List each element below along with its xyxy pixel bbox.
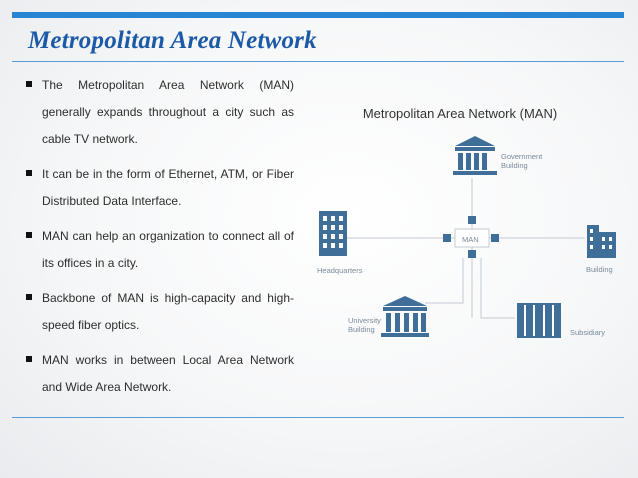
top-accent-bar — [12, 12, 624, 18]
bullet-text: Backbone of MAN is high-capacity and high-speed fiber optics. — [42, 291, 294, 332]
bullet-text: It can be in the form of Ethernet, ATM, or Fiber Distributed Data Interface. — [42, 167, 294, 208]
government-label — [501, 152, 542, 170]
man-diagram — [305, 98, 625, 358]
bullet-text: The Metropolitan Area Network (MAN) generally expands throughout a city such as cable TV network. — [42, 78, 294, 146]
bullet-item — [24, 285, 294, 339]
slide-title: Metropolitan Area Network — [28, 27, 317, 54]
man-center-label: MAN — [462, 235, 479, 244]
government-label-line1: Government — [501, 152, 543, 161]
bottom-divider — [12, 417, 624, 418]
node-square-left — [443, 234, 451, 242]
government-building-icon — [453, 136, 497, 175]
headquarters-icon — [319, 211, 347, 256]
subsidiary-icon — [517, 303, 561, 338]
connection-lines — [330, 178, 585, 318]
bullet-text: MAN can help an organization to connect all of its offices in a city. — [42, 229, 294, 270]
node-square-right — [491, 234, 499, 242]
node-square-bottom — [468, 250, 476, 258]
bullet-item — [24, 223, 294, 277]
bullet-list — [24, 72, 294, 409]
headquarters-label: Headquarters — [317, 266, 363, 275]
university-label — [348, 316, 381, 334]
title-divider — [12, 61, 624, 62]
subsidiary-label: Subsidiary — [570, 328, 606, 337]
bullet-item — [24, 347, 294, 401]
bullet-text: MAN works in between Local Area Network and Wide Area Network. — [42, 353, 294, 394]
bullet-item — [24, 161, 294, 215]
government-label-line2: Building — [501, 161, 528, 170]
bullet-square-icon — [26, 170, 32, 176]
bullet-square-icon — [26, 81, 32, 87]
bullet-square-icon — [26, 294, 32, 300]
bullet-square-icon — [26, 356, 32, 362]
university-label-line1: University — [348, 316, 381, 325]
bullet-item — [24, 72, 294, 153]
node-square-top — [468, 216, 476, 224]
university-building-icon — [381, 296, 429, 337]
bullet-square-icon — [26, 232, 32, 238]
diagram-title: Metropolitan Area Network (MAN) — [362, 106, 558, 121]
university-label-line2: Building — [348, 325, 375, 334]
building-icon — [587, 225, 616, 258]
building-label: Building — [586, 265, 613, 274]
